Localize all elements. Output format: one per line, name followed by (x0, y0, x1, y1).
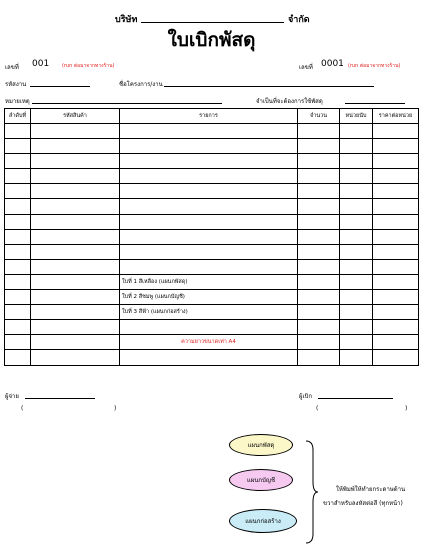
table-cell (120, 199, 298, 214)
table-cell (298, 290, 340, 305)
table-cell (298, 320, 340, 335)
table-cell (373, 199, 419, 214)
department-label: แผนกพัสดุ (247, 442, 275, 449)
column-header: หน่วยนับ (340, 109, 373, 124)
table-row (5, 214, 419, 229)
table-row (5, 290, 419, 305)
table-cell (31, 139, 120, 154)
table-cell (373, 139, 419, 154)
table-cell (340, 169, 373, 184)
table-cell (5, 290, 31, 305)
table-cell (5, 335, 31, 350)
table-cell (31, 214, 120, 229)
table-cell (5, 305, 31, 320)
table-cell (5, 139, 31, 154)
receiver-paren-close: ) (405, 405, 408, 412)
table-cell (31, 350, 120, 365)
project-name-line (164, 86, 374, 87)
table-cell (5, 259, 31, 274)
table-cell (120, 320, 298, 335)
unit-code-label: รหัสงาน (5, 81, 27, 88)
table-cell (298, 259, 340, 274)
table-cell (120, 259, 298, 274)
table-cell (31, 259, 120, 274)
table-cell (340, 290, 373, 305)
purpose-label: จำเป็นที่จะต้องการใช้พัสดุ (256, 98, 323, 105)
doc-number-right-label: เลขที่ (299, 64, 313, 71)
table-row (5, 305, 419, 320)
department-label: แผนกก่อสร้าง (245, 518, 281, 525)
table-cell (31, 305, 120, 320)
table-cell (5, 154, 31, 169)
table-cell (31, 124, 120, 139)
document-title: ใบเบิกพัสดุ (167, 29, 256, 51)
table-cell (298, 199, 340, 214)
table-cell (120, 124, 298, 139)
column-header: ลำดับที่ (5, 109, 31, 124)
table-cell (298, 350, 340, 365)
copy-color-note: ใบที่ 2 สีชมพู (แผนกบัญชี) (120, 290, 298, 305)
receiver-signature-line (318, 398, 393, 399)
table-cell (31, 274, 120, 289)
copy-color-note: ใบที่ 3 สีฟ้า (แผนกก่อสร้าง) (120, 305, 298, 320)
table-cell (31, 244, 120, 259)
table-row (5, 274, 419, 289)
table-cell (373, 229, 419, 244)
purpose-line (345, 103, 405, 104)
department-label: แผนกบัญชี (246, 477, 276, 484)
table-cell (5, 124, 31, 139)
table-cell (298, 184, 340, 199)
table-row (5, 139, 419, 154)
remark-label: หมายเหตุ (5, 98, 30, 105)
payer-paren-close: ) (114, 405, 117, 412)
table-row (5, 229, 419, 244)
table-cell (31, 169, 120, 184)
table-row (5, 154, 419, 169)
table-header-row (5, 109, 419, 124)
table-cell (340, 154, 373, 169)
table-cell (373, 244, 419, 259)
table-cell (298, 139, 340, 154)
printing-note-line1: ให้พิมพ์ให้ทำยกระดาษด้าน (336, 486, 406, 493)
doc-number-left-note: (run ต่อมาจากทางร้าน) (62, 63, 115, 69)
table-cell (120, 169, 298, 184)
department-oval-accounting (229, 469, 293, 491)
table-cell (340, 229, 373, 244)
unit-code-line (30, 86, 90, 87)
table-cell (340, 214, 373, 229)
table-cell (373, 335, 419, 350)
table-cell (5, 274, 31, 289)
table-cell (5, 244, 31, 259)
table-cell (5, 320, 31, 335)
table-cell (5, 229, 31, 244)
table-cell (120, 244, 298, 259)
table-cell (373, 169, 419, 184)
table-cell (340, 259, 373, 274)
table-row (5, 199, 419, 214)
printing-note-line2: ขวาสำหรับลงหัสต่อสี (ทุกหน้า) (323, 500, 403, 507)
table-cell (298, 335, 340, 350)
table-cell (373, 124, 419, 139)
table-cell (298, 244, 340, 259)
table-cell (340, 350, 373, 365)
doc-number-left-value: 001 (32, 59, 50, 69)
table-row (5, 335, 419, 350)
table-cell (340, 305, 373, 320)
table-cell (340, 139, 373, 154)
table-cell (298, 274, 340, 289)
table-cell (298, 214, 340, 229)
table-cell (340, 124, 373, 139)
table-cell (373, 320, 419, 335)
table-cell (31, 154, 120, 169)
table-row (5, 244, 419, 259)
table-cell (5, 350, 31, 365)
table-cell (31, 290, 120, 305)
copy-color-note: ใบที่ 1 สีเหลือง (แผนกพัสดุ) (120, 274, 298, 289)
table-cell (340, 199, 373, 214)
department-oval-construction (229, 509, 297, 533)
table-row (5, 350, 419, 365)
project-name-label: ชื่อโครงการ/งาน (119, 81, 163, 88)
table-cell (373, 154, 419, 169)
table-cell (373, 214, 419, 229)
receiver-label: ผู้เบิก (299, 393, 313, 400)
table-cell (120, 350, 298, 365)
payer-signature-line (25, 398, 95, 399)
table-row (5, 169, 419, 184)
company-label: บริษัท (115, 15, 138, 25)
right-brace-icon (305, 440, 319, 544)
table-row (5, 124, 419, 139)
table-cell (340, 244, 373, 259)
table-cell (31, 184, 120, 199)
table-cell (120, 214, 298, 229)
table-cell (120, 184, 298, 199)
table-cell (373, 259, 419, 274)
doc-number-right-note: (run ต่อมาจากทางร้าน) (348, 63, 401, 69)
remark-line (32, 103, 222, 104)
table-cell (31, 320, 120, 335)
table-cell (340, 335, 373, 350)
receiver-paren-open: ( (316, 405, 319, 412)
table-cell (31, 229, 120, 244)
table-cell (120, 154, 298, 169)
table-cell (373, 290, 419, 305)
table-cell (31, 335, 120, 350)
doc-number-right-value: 0001 (321, 59, 344, 69)
table-cell (298, 169, 340, 184)
table-cell (298, 305, 340, 320)
company-suffix: จำกัด (288, 15, 310, 25)
payer-label: ผู้จ่าย (5, 393, 19, 400)
table-cell (340, 320, 373, 335)
table-row (5, 259, 419, 274)
table-cell (120, 139, 298, 154)
column-header: ราคาต่อหน่วย (373, 109, 419, 124)
column-header: จำนวน (298, 109, 340, 124)
table-row (5, 320, 419, 335)
table-cell (373, 350, 419, 365)
table-cell (298, 154, 340, 169)
table-cell (5, 214, 31, 229)
payer-paren-open: ( (21, 405, 24, 412)
table-cell (373, 274, 419, 289)
table-cell (298, 229, 340, 244)
table-cell (340, 274, 373, 289)
department-oval-supplies (229, 434, 293, 456)
company-name-line (141, 22, 284, 23)
table-cell (5, 184, 31, 199)
column-header: รายการ (120, 109, 298, 124)
table-cell (373, 305, 419, 320)
page-size-note: ความยาวขนาดเท่า A4 (120, 335, 298, 350)
column-header: รหัสสินค้า (31, 109, 120, 124)
table-cell (298, 124, 340, 139)
table-row (5, 184, 419, 199)
table-cell (31, 199, 120, 214)
table-cell (5, 199, 31, 214)
table-cell (5, 169, 31, 184)
table-cell (340, 184, 373, 199)
table-cell (373, 184, 419, 199)
doc-number-left-label: เลขที่ (5, 64, 19, 71)
table-cell (120, 229, 298, 244)
item-table (4, 108, 419, 366)
